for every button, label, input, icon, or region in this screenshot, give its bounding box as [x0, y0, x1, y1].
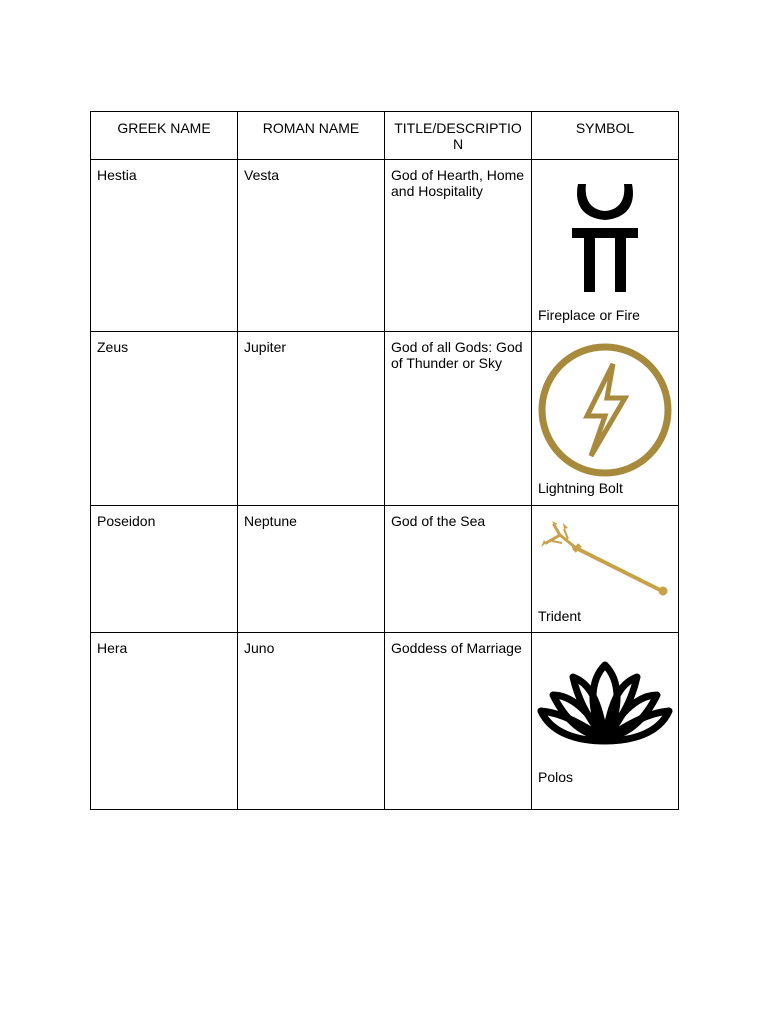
- symbol-caption: Trident: [538, 608, 582, 624]
- greek-name-cell: Zeus: [91, 332, 238, 506]
- roman-name-cell: Jupiter: [238, 332, 385, 506]
- greek-name-cell: Poseidon: [91, 506, 238, 633]
- header-title-description: TITLE/DESCRIPTIO N: [385, 112, 532, 160]
- lightning-bolt-icon: [535, 340, 675, 480]
- title-cell: God of all Gods: God of Thunder or Sky: [385, 332, 532, 506]
- greek-name-cell: Hera: [91, 633, 238, 810]
- table-row: [91, 506, 679, 633]
- hestia-fire-glyph-icon: [572, 182, 638, 292]
- symbol-cell: [532, 332, 679, 506]
- lotus-icon: [537, 659, 673, 745]
- title-cell: God of Hearth, Home and Hospitality: [385, 160, 532, 332]
- symbol-cell: [532, 633, 679, 810]
- symbol-cell: [532, 160, 679, 332]
- greek-name-cell: Hestia: [91, 160, 238, 332]
- roman-name-cell: Juno: [238, 633, 385, 810]
- title-cell: God of the Sea: [385, 506, 532, 633]
- gods-table: [90, 111, 679, 810]
- symbol-caption: Fireplace or Fire: [538, 307, 640, 323]
- header-greek-name: GREEK NAME: [91, 112, 238, 160]
- table-row: [91, 633, 679, 810]
- table-header-row: [91, 112, 679, 160]
- header-roman-name: ROMAN NAME: [238, 112, 385, 160]
- roman-name-cell: Vesta: [238, 160, 385, 332]
- symbol-caption: Lightning Bolt: [538, 480, 623, 496]
- table-row: [91, 160, 679, 332]
- roman-name-cell: Neptune: [238, 506, 385, 633]
- title-cell: Goddess of Marriage: [385, 633, 532, 810]
- table-row: [91, 332, 679, 506]
- header-symbol: SYMBOL: [532, 112, 679, 160]
- symbol-caption: Polos: [538, 769, 574, 785]
- trident-icon: [540, 521, 670, 601]
- symbol-cell: [532, 506, 679, 633]
